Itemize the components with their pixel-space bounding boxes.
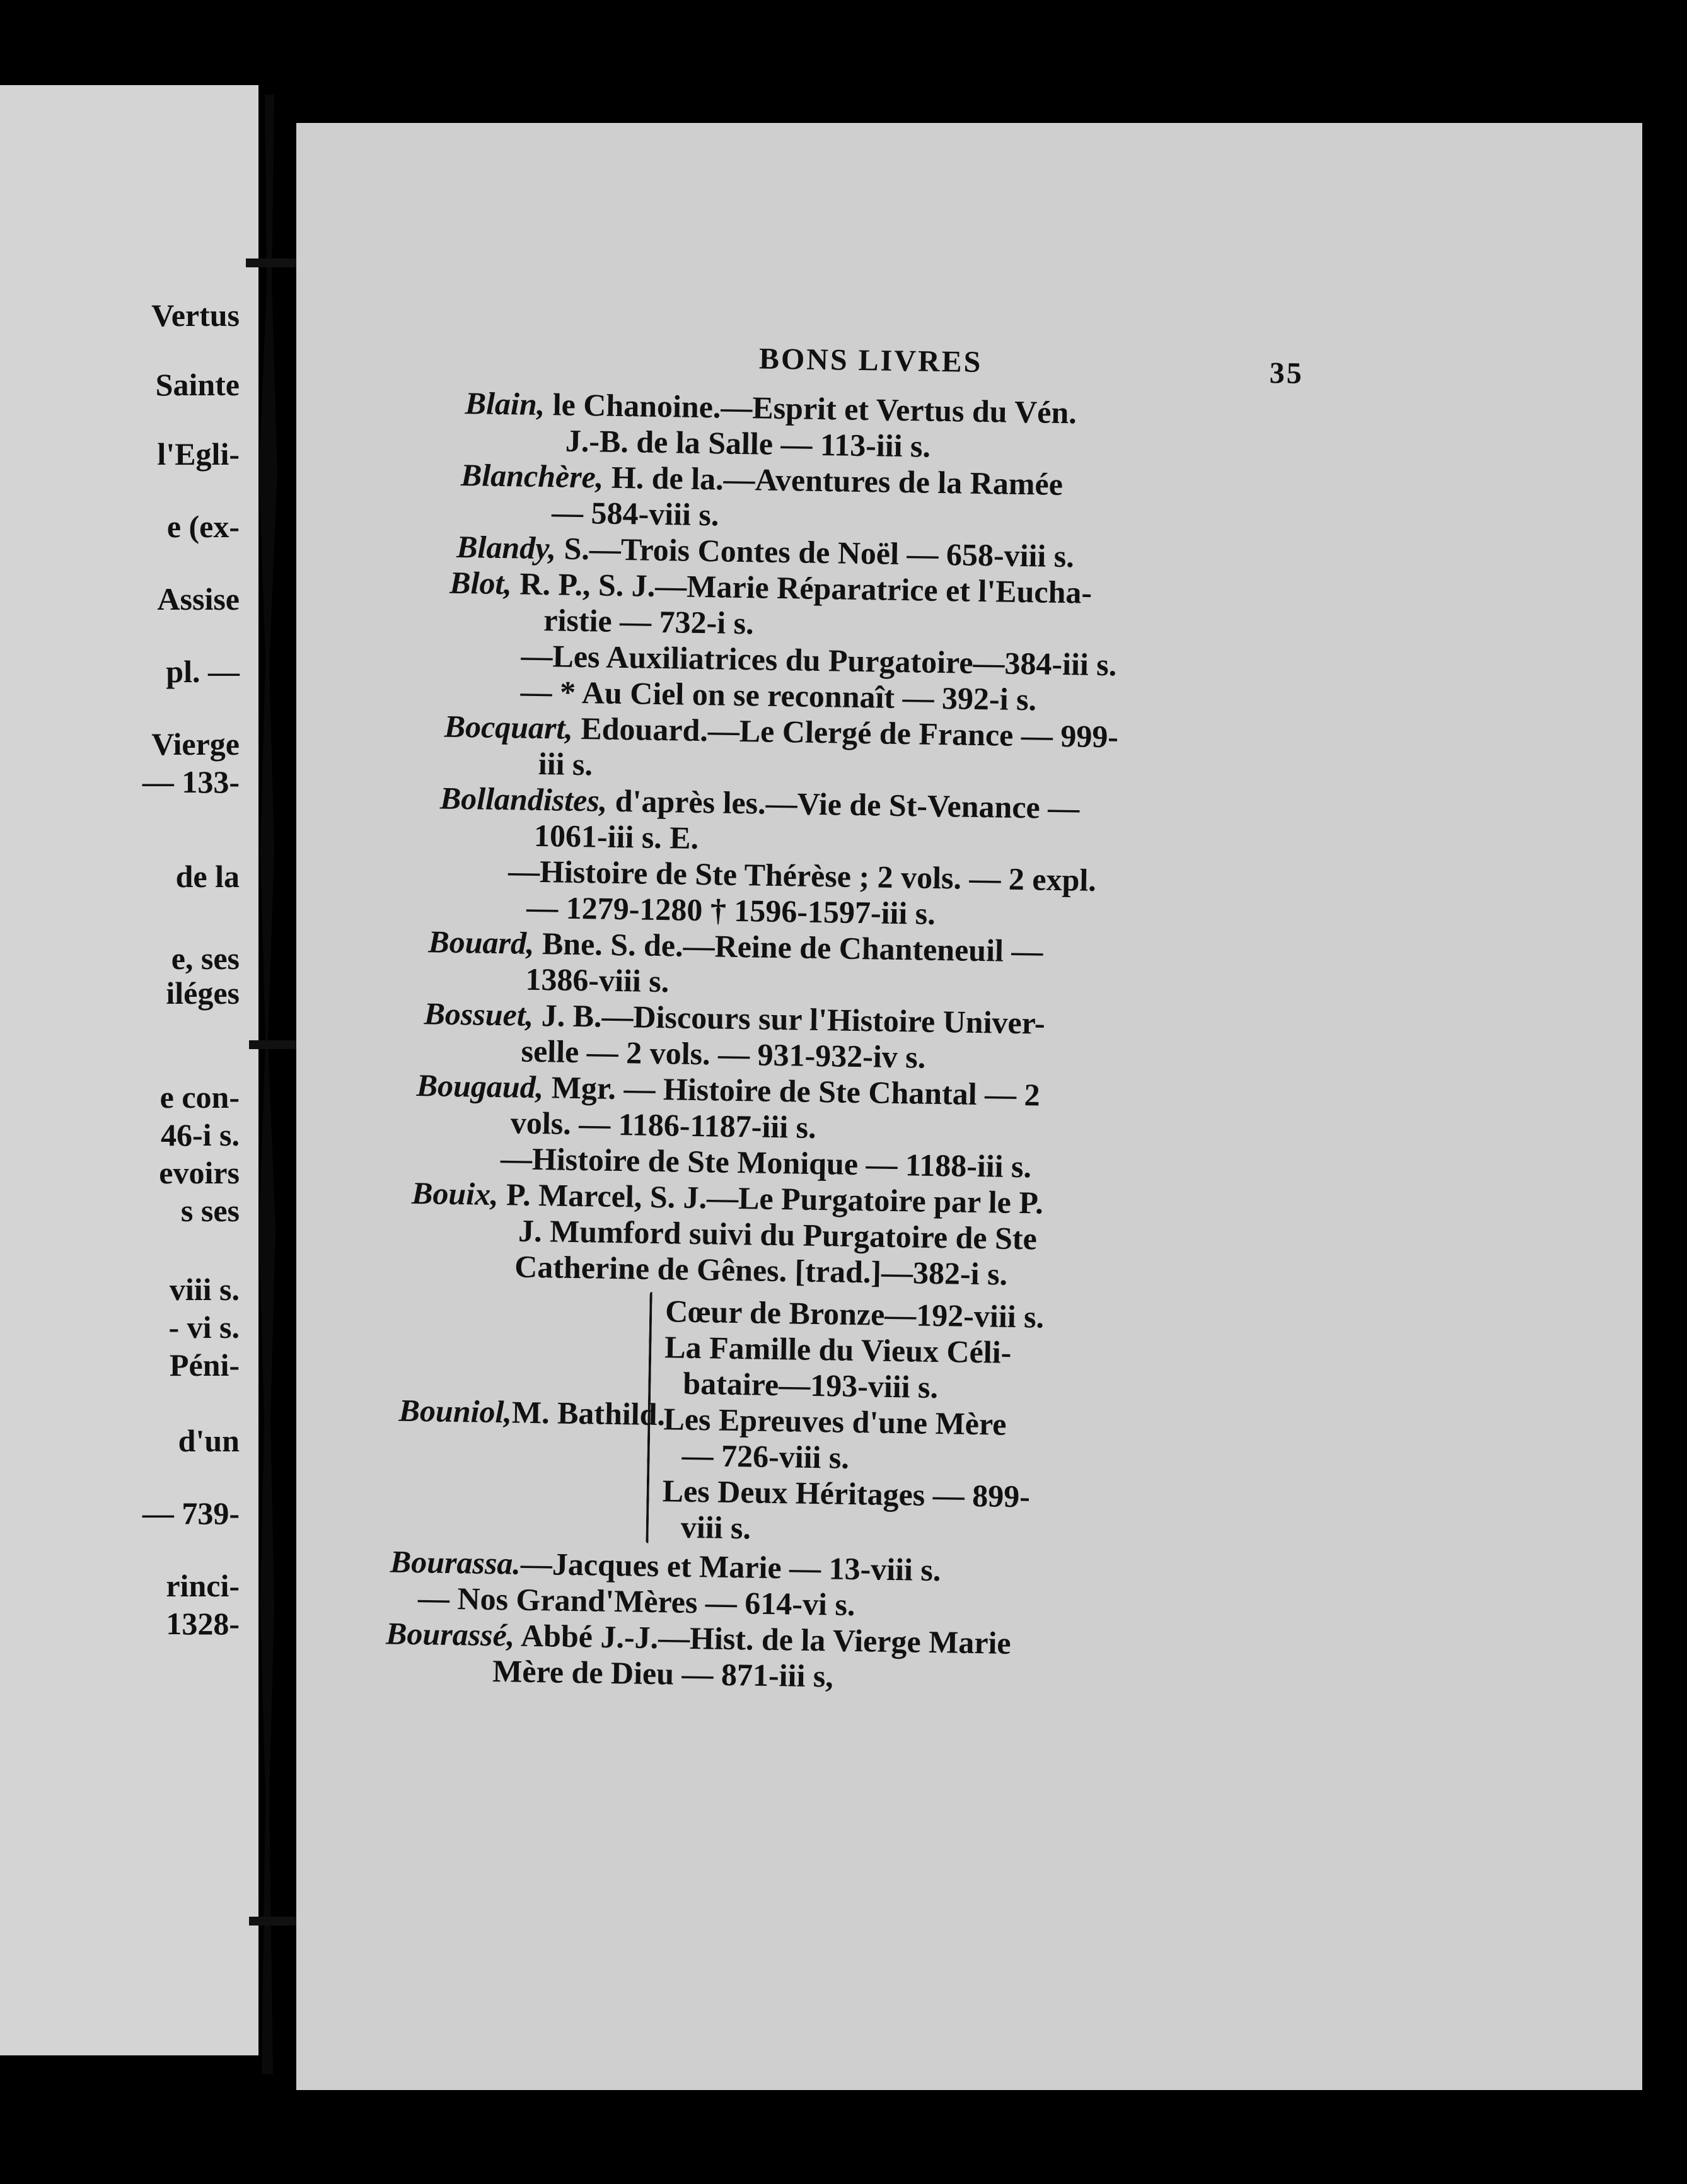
left-page-fragment: Assise — [157, 581, 240, 617]
entry-text: Abbé J.-J.—Hist. de la Vierge Marie — [514, 1617, 1012, 1661]
entry-text: J. Mumford suivi du Purgatoire de Ste — [518, 1212, 1038, 1257]
entry-text: R. P., S. J.—Marie Réparatrice et l'Eucha- — [511, 566, 1093, 610]
left-page-fragment: — 739- — [142, 1496, 240, 1531]
left-page-fragment: e (ex- — [166, 509, 240, 544]
entry-text: —Les Auxiliatrices du Purgatoire—384-iii s. — [521, 637, 1117, 683]
author-name: Bourassa. — [390, 1543, 521, 1581]
author-name: Bourassé, — [385, 1615, 515, 1653]
entry-text: le Chanoine.—Esprit et Vertus du Vén. — [544, 386, 1077, 431]
left-page-fragment: e con- — [159, 1079, 240, 1115]
left-page-fragment: Sainte — [155, 367, 240, 402]
left-page-fragment: Vertus — [151, 298, 240, 333]
entry-text: J. B.—Discours sur l'Histoire Univer- — [533, 997, 1046, 1041]
author-name: Blandy, — [456, 528, 557, 566]
author-name: Bouix, — [411, 1175, 499, 1212]
entry-text: Catherine de Gênes. [trad.]—382-i s. — [514, 1248, 1008, 1292]
catalog-line — [534, 816, 699, 857]
right-page — [296, 123, 1642, 2090]
author-name: Blot, — [449, 564, 513, 601]
bouniol-work: — 726-viii s. — [681, 1437, 850, 1475]
left-page-fragment: evoirs — [159, 1155, 240, 1190]
catalog-line — [461, 456, 1064, 503]
entry-text: S.—Trois Contes de Noël — 658-viii s. — [555, 530, 1075, 574]
entry-text: Mère de Dieu — 871-iii s, — [492, 1653, 834, 1694]
left-page — [0, 85, 258, 2055]
entry-text: 1061-iii s. E. — [533, 817, 699, 856]
left-page-fragment: - vi s. — [168, 1310, 240, 1345]
entry-text: Bne. S. de.—Reine de Chanteneuil — — [534, 925, 1043, 969]
left-page-fragment: — 133- — [142, 764, 240, 799]
left-page-fragment: e, ses — [171, 941, 240, 976]
catalog-line — [428, 922, 1043, 970]
catalog-line — [492, 1652, 834, 1695]
left-page-fragment: s ses — [180, 1193, 240, 1228]
entry-text: Edouard.—Le Clergé de France — 999- — [572, 710, 1119, 755]
left-page-fragment: viii s. — [169, 1272, 240, 1307]
author-name: Blanchère, — [460, 457, 604, 495]
bouniol-work: Les Epreuves d'une Mère — [663, 1401, 1007, 1442]
author-name: Bouniol, — [398, 1392, 513, 1430]
left-page-fragment: 1328- — [166, 1606, 240, 1641]
author-name: Bouard, — [427, 924, 535, 961]
author-name: Bollandistes, — [439, 780, 608, 818]
left-page-fragment: Vierge — [151, 726, 240, 762]
author-name: Bougaud, — [416, 1067, 544, 1105]
entry-text: d'après les.—Vie de St-Venance — — [606, 782, 1080, 826]
bouniol-work: bataire—193-viii s. — [682, 1365, 939, 1405]
entry-text: —Histoire de Ste Thérèse ; 2 vols. — 2 expl. — [507, 853, 1097, 898]
left-page-fragment: d'un — [178, 1423, 240, 1458]
bouniol-work: Cœur de Bronze—192-viii s. — [664, 1293, 1045, 1335]
entry-text: vols. — 1186-1187-iii s. — [510, 1105, 817, 1145]
entry-text: — * Au Ciel on se reconnaît — 392-i s. — [520, 673, 1037, 717]
entry-text: —Jacques et Marie — 13-viii s. — [520, 1545, 941, 1588]
catalog-line — [543, 601, 754, 642]
author-forename: M. Bathild. — [511, 1394, 666, 1432]
catalog-line — [552, 493, 719, 533]
left-page-fragment: rinci- — [166, 1568, 240, 1603]
running-head: BONS LIVRES — [758, 342, 983, 379]
author-name: Blain, — [465, 385, 545, 422]
left-page-fragment: de la — [175, 859, 240, 894]
entry-text: J.-B. de la Salle — 113-iii s. — [565, 422, 931, 464]
bouniol-author-label — [398, 1392, 665, 1433]
entry-text: — 584-viii s. — [551, 494, 719, 533]
left-page-fragment: l'Egli- — [157, 436, 240, 472]
entry-text: H. de la.—Aventures de la Ramée — [603, 459, 1064, 502]
left-page-fragment: pl. — — [166, 654, 240, 689]
left-page-fragment: iléges — [166, 975, 240, 1011]
author-name: Bocquart, — [444, 708, 574, 746]
catalog-line — [514, 1248, 1008, 1293]
author-name: Bossuet, — [424, 996, 534, 1033]
entry-text: —Histoire de Ste Monique — 1188-iii s. — [500, 1141, 1032, 1185]
entry-text: ristie — 732-i s. — [543, 602, 755, 641]
entry-text: selle — 2 vols. — 931-932-iv s. — [521, 1033, 926, 1075]
entry-text: Mgr. — Histoire de Ste Chantal — 2 — [543, 1069, 1041, 1113]
catalog-line — [538, 745, 593, 783]
entry-text: — 1279-1280 † 1596-1597-iii s. — [526, 889, 936, 931]
left-page-fragment: Péni- — [169, 1347, 240, 1383]
page-number: 35 — [1269, 356, 1304, 390]
entry-text: 1386-viii s. — [525, 961, 670, 999]
left-page-fragment: 46-i s. — [161, 1117, 240, 1153]
bouniol-work: viii s. — [680, 1509, 751, 1546]
entry-text: iii s. — [538, 745, 593, 782]
entry-text: P. Marcel, S. J.—Le Purgatoire par le P. — [498, 1176, 1044, 1221]
bouniol-work: Les Deux Héritages — 899- — [662, 1473, 1031, 1514]
bouniol-work: La Famille du Vieux Céli- — [664, 1329, 1012, 1370]
entry-text: — Nos Grand'Mères — 614-vi s. — [417, 1580, 855, 1623]
catalog-line — [525, 960, 670, 1001]
